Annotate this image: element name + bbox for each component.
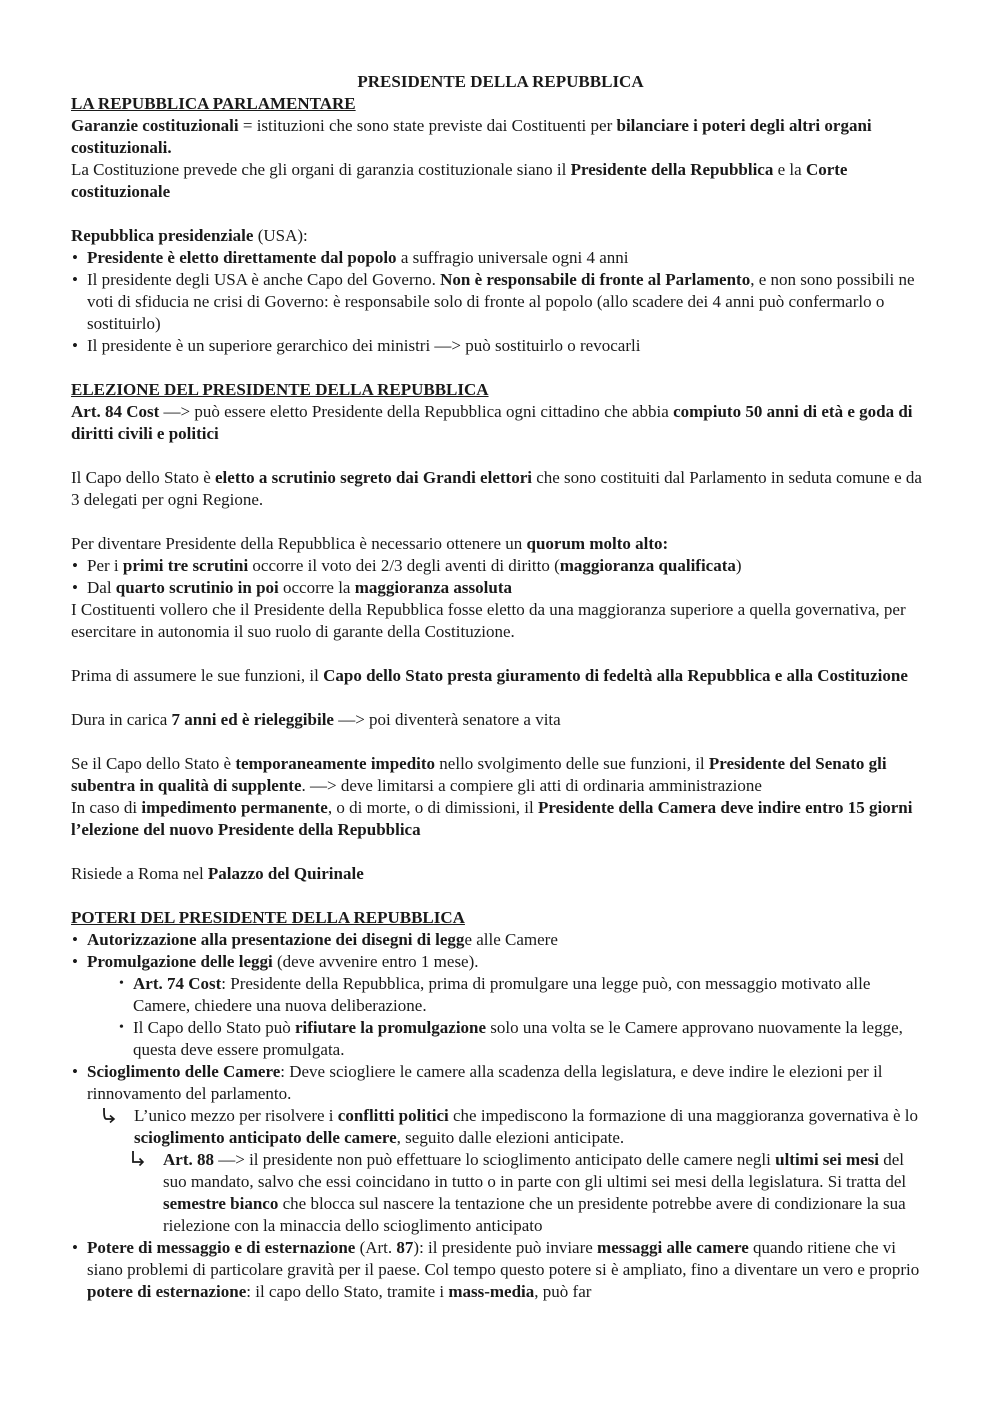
list-item: • Autorizzazione alla presentazione dei disegni di legge alle Camere [71,929,930,951]
paragraph-garanzie: Garanzie costituzionali = istituzioni che sono state previste dai Costituenti per bilanciare i poteri degli altri organi costituzionali. [71,116,872,157]
heading-elezione: ELEZIONE DEL PRESIDENTE DELLA REPUBBLICA [71,380,489,399]
paragraph-repubblica-presidenziale: Repubblica presidenziale (USA): [71,226,308,245]
list-item: • Il presidente è un superiore gerarchico dei ministri —> può sostituirlo o revocarli [71,335,930,357]
list-item: • Art. 74 Cost: Presidente della Repubblica, prima di promulgare una legge può, con messaggio motivato alle Camere, chiedere una nuova deliberazione. [117,973,930,1017]
list-scrutini [71,555,930,599]
spacer [71,203,930,225]
paragraph-durata: Dura in carica 7 anni ed è rieleggibile —> poi diventerà senatore a vita [71,710,561,729]
spacer [71,687,930,709]
spacer [71,885,930,907]
document-title: PRESIDENTE DELLA REPUBBLICA [357,72,644,91]
list-item: • Promulgazione delle leggi (deve avvenire entro 1 mese). • Art. 74 Cost: Presidente della Repubblica, prima di promulgare una legge può, con messaggio motivato alle Camere, chiedere una nuova deliberazione. • Il Capo dello Stato può rifiutare la promulgazione solo una volta se le Camere approvano nuovamente la legge, questa deve essere promulgata. [71,951,930,1061]
paragraph-grandi-elettori: Il Capo dello Stato è eletto a scrutinio segreto dai Grandi elettori che sono costituiti dal Parlamento in seduta comune e da 3 delegati per ogni Regione. [71,468,922,509]
paragraph-art84: Art. 84 Cost —> può essere eletto Presidente della Repubblica ogni cittadino che abbia compiuto 50 anni di età e goda di diritti civili e politici [71,402,913,443]
paragraph-quirinale: Risiede a Roma nel Palazzo del Quirinale [71,864,364,883]
list-item: • Per i primi tre scrutini occorre il voto dei 2/3 degli aventi di diritto (maggioranza qualificata) [71,555,930,577]
spacer [71,731,930,753]
curved-arrow-icon [102,1106,116,1124]
list-item: • Scioglimento delle Camere: Deve sciogliere le camere alla scadenza della legislatura, e deve indire le elezioni per il rinnovamento del parlamento. L’unico mezzo per risolvere i conflitti politici che impediscono la formazione di una maggioranza governativa è lo scioglimento anticipato delle camere, seguito dalle elezioni anticipate. Art. 88 —> il presidente non può effettuare lo scioglimento anticipato delle camere negli ultimi sei mesi del suo mandato, salvo che essi coincidano in tutto o in parte con gli ultimi sei mesi della legislatura. Si tratta del semestre bianco che blocca sul nascere la tentazione che un presidente potrebbe avere di condizionare la sua rielezione con la minaccia dello scioglimento anticipato [71,1061,930,1237]
paragraph-quorum: Per diventare Presidente della Repubblica è necessario ottenere un quorum molto alto: [71,534,669,553]
arrow-note-art88: Art. 88 —> il presidente non può effettuare lo scioglimento anticipato delle camere negli ultimi sei mesi del suo mandato, salvo che essi coincidano in tutto o in parte con gli ultimi sei mesi della legislatura. Si tratta del semestre bianco che blocca sul nascere la tentazione che un presidente potrebbe avere di condizionare la sua rielezione con la minaccia dello scioglimento anticipato [87,1149,930,1237]
list-poteri [71,929,930,1303]
paragraph-supplenza: Se il Capo dello Stato è temporaneamente impedito nello svolgimento delle sue funzioni, il Presidente del Senato gli subentra in qualità di supplente. —> deve limitarsi a compiere gli atti di ordinaria amministrazione [71,754,887,795]
paragraph-giuramento: Prima di assumere le sue funzioni, il Capo dello Stato presta giuramento di fedeltà alla Repubblica e alla Costituzione [71,666,908,685]
arrow-note-scioglimento: L’unico mezzo per risolvere i conflitti politici che impediscono la formazione di una maggioranza governativa è lo scioglimento anticipato delle camere, seguito dalle elezioni anticipate. [87,1105,930,1149]
corner-arrow-icon [131,1150,145,1168]
list-item: • Presidente è eletto direttamente dal popolo a suffragio universale ogni 4 anni [71,247,930,269]
list-item: • Il presidente degli USA è anche Capo del Governo. Non è responsabile di fronte al Parlamento, e non sono possibili ne voti di sfiducia ne crisi di Governo: è responsabile solo di fronte al popolo (allo scadere dei 4 anni può confermarlo o sostituirlo) [71,269,930,335]
paragraph-costituenti: I Costituenti vollero che il Presidente della Repubblica fosse eletto da una maggioranza superiore a quella governativa, per esercitare in autonomia il suo ruolo di garante della Costituzione. [71,600,906,641]
spacer [71,357,930,379]
paragraph-organi-garanzia: La Costituzione prevede che gli organi di garanzia costituzionale siano il Presidente della Repubblica e la Corte costituzionale [71,160,848,201]
spacer [71,841,930,863]
spacer [71,643,930,665]
heading-poteri: POTERI DEL PRESIDENTE DELLA REPUBBLICA [71,908,465,927]
heading-repubblica-parlamentare: LA REPUBBLICA PARLAMENTARE [71,94,356,113]
spacer [71,445,930,467]
sublist-promulgazione [87,973,930,1061]
list-item: • Dal quarto scrutinio in poi occorre la maggioranza assoluta [71,577,930,599]
spacer [71,511,930,533]
list-item: • Potere di messaggio e di esternazione (Art. 87): il presidente può inviare messaggi alle camere quando ritiene che vi siano problemi di particolare gravità per il paese. Col tempo questo potere si è ampliato, fino a diventare un vero e proprio potere di esternazione: il capo dello Stato, tramite i mass-media, può far [71,1237,930,1303]
list-item: • Il Capo dello Stato può rifiutare la promulgazione solo una volta se le Camere approvano nuovamente la legge, questa deve essere promulgata. [117,1017,930,1061]
list-usa [71,247,930,357]
paragraph-impedimento-permanente: In caso di impedimento permanente, o di morte, o di dimissioni, il Presidente della Camera deve indire entro 15 giorni l’elezione del nuovo Presidente della Repubblica [71,798,913,839]
